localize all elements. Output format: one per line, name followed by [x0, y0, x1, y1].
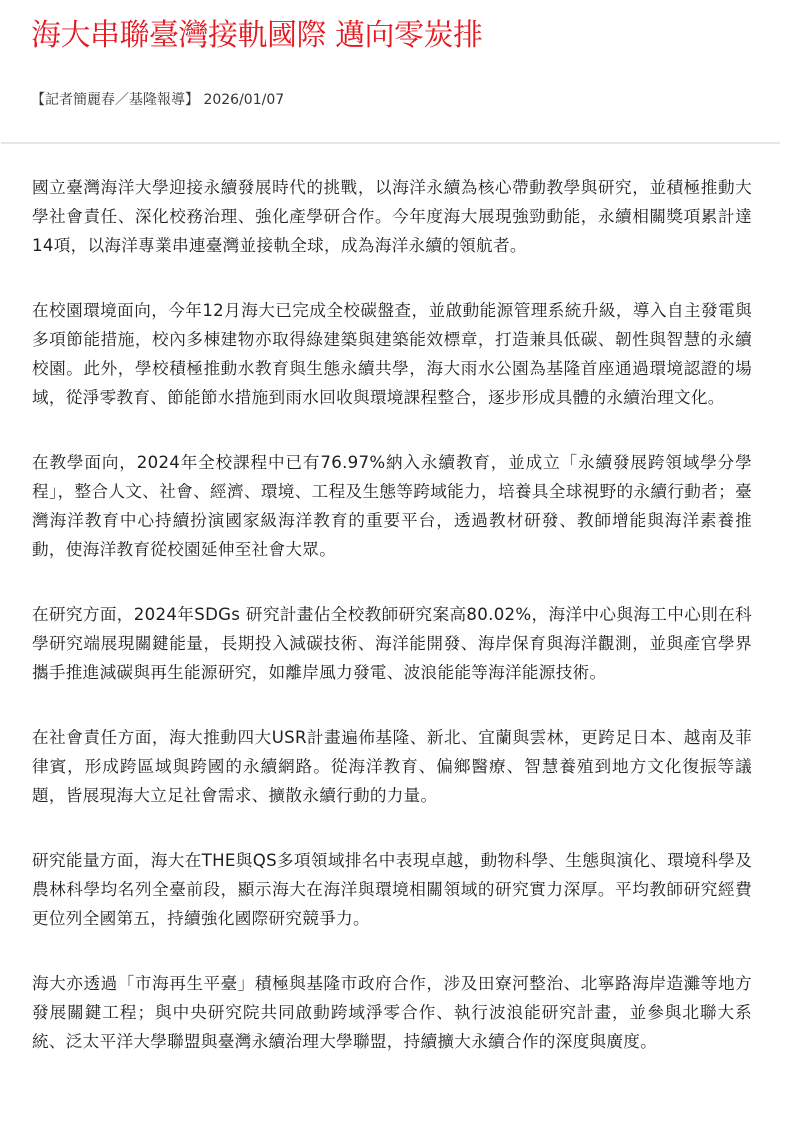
- paragraph-intro: 國立臺灣海洋大學迎接永續發展時代的挑戰，以海洋永續為核心帶動教學與研究，並積極推動大學社會責任、深化校務治理、強化產學研合作。今年度海大展現強勁動能，永續相關獎項累計達14項，以海洋專業串連臺灣並接軌全球，成為海洋永續的領航者。: [32, 178, 752, 255]
- paragraph-partnerships: 海大亦透過「市海再生平臺」積極與基隆市政府合作，涉及田寮河整治、北寧路海岸造灘等地方發展關鍵工程；與中央研究院共同啟動跨域淨零合作、執行波浪能研究計畫，並參與北聯大系統、泛太平洋大學聯盟與臺灣永續治理大學聯盟，持續擴大永續合作的深度與廣度。: [32, 974, 752, 1051]
- paragraph-research: 在研究方面，2024年SDGs 研究計畫佔全校教師研究案高80.02%，海洋中心與海工中心則在科學研究端展現關鍵能量，長期投入減碳技術、海洋能開發、海岸保育與海洋觀測，並與產官學界攜手推進減碳與再生能源研究，如離岸風力發電、波浪能能等海洋能源技術。: [32, 605, 752, 682]
- paragraph-research-capacity: 研究能量方面，海大在THE與QS多項領域排名中表現卓越，動物科學、生態與演化、環境科學及農林科學均名列全臺前段，顯示海大在海洋與環境相關領域的研究實力深厚。平均教師研究經費更位列全國第五，持續強化國際研究競爭力。: [32, 851, 752, 928]
- byline: 【記者簡麗春／基隆報導】 2026/01/07: [31, 92, 285, 108]
- article-body: [32, 173, 752, 1092]
- headline: 海大串聯臺灣接軌國際 邁向零炭排: [31, 18, 483, 53]
- paragraph-campus-environment: 在校園環境面向，今年12月海大已完成全校碳盤查，並啟動能源管理系統升級，導入自主發電與多項節能措施，校內多棟建物亦取得綠建築與建築能效標章，打造兼具低碳、韌性與智慧的永續校園。此外，學校積極推動水教育與生態永續共學，海大雨水公園為基隆首座通過環境認證的場域，從淨零教育、節能節水措施到雨水回收與環境課程整合，逐步形成具體的永續治理文化。: [32, 301, 752, 407]
- article-header: [0, 0, 787, 110]
- paragraph-teaching: 在教學面向，2024年全校課程中已有76.97%納入永續教育，並成立「永續發展跨領域學分學程」，整合人文、社會、經濟、環境、工程及生態等跨域能力，培養具全球視野的永續行動者；臺灣海洋教育中心持續扮演國家級海洋教育的重要平台，透過教材研發、教師增能與海洋素養推動，使海洋教育從校園延伸至社會大眾。: [32, 453, 752, 559]
- paragraph-social-responsibility: 在社會責任方面，海大推動四大USR計畫遍佈基隆、新北、宜蘭與雲林，更跨足日本、越南及菲律賓，形成跨區域與跨國的永續網路。從海洋教育、偏鄉醫療、智慧養殖到地方文化復振等議題，皆展現海大立足社會需求、擴散永續行動的力量。: [32, 728, 752, 805]
- header-divider: [1, 142, 780, 144]
